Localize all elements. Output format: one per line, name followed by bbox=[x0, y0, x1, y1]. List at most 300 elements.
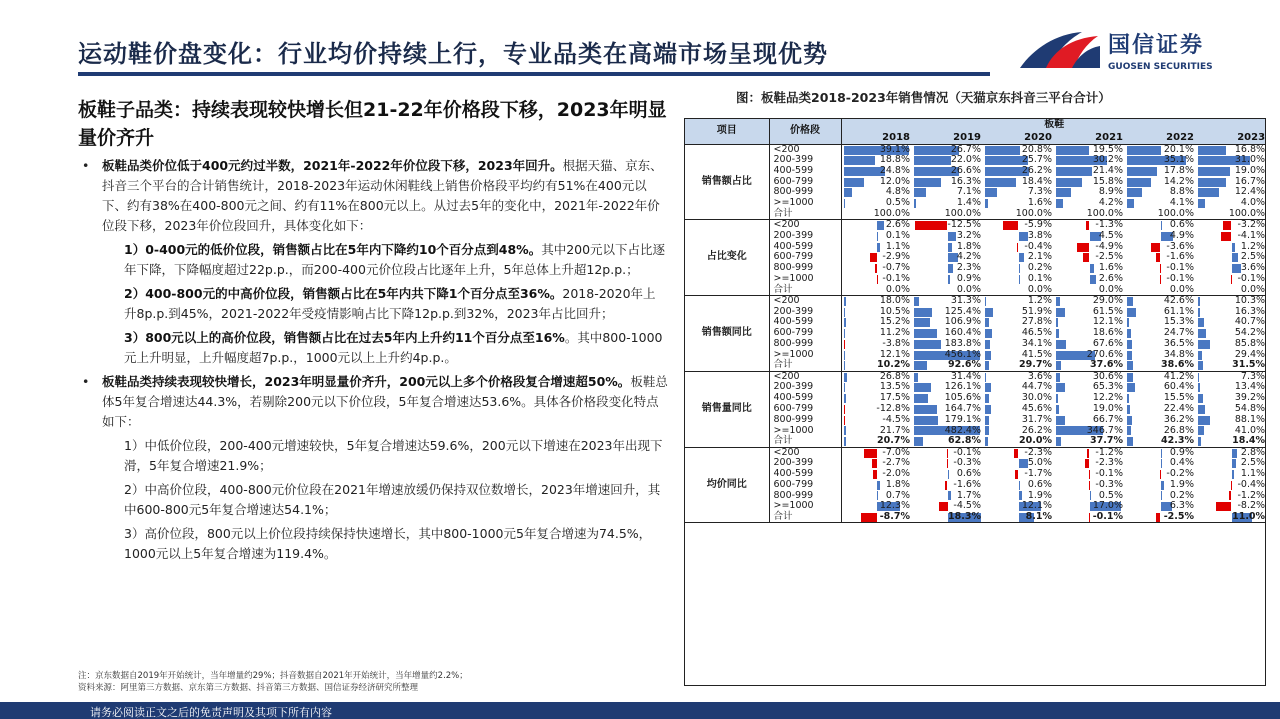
data-bar bbox=[1198, 437, 1201, 446]
cell-value: 21.7% bbox=[879, 424, 910, 436]
table-cell bbox=[983, 415, 1054, 426]
data-bar bbox=[1232, 459, 1237, 468]
cell-value: 4.9% bbox=[1169, 229, 1194, 241]
section-label: 销售额占比 bbox=[685, 144, 769, 220]
cell-value: -1.2% bbox=[1237, 489, 1266, 501]
data-bar bbox=[914, 394, 928, 403]
data-bar bbox=[1198, 146, 1226, 155]
data-bar bbox=[1198, 199, 1205, 208]
data-bar bbox=[985, 340, 990, 349]
header-year: 2019 bbox=[912, 132, 983, 144]
table-cell bbox=[983, 512, 1054, 523]
cell-value: 17.0% bbox=[1092, 500, 1123, 512]
cell-value: 482.4% bbox=[944, 424, 981, 436]
cell-value: -0.1% bbox=[953, 446, 981, 458]
table-cell bbox=[841, 415, 912, 426]
price-band-label: <200 bbox=[769, 371, 841, 382]
cell-value: 19.0% bbox=[1234, 164, 1266, 176]
data-bar bbox=[1056, 383, 1065, 392]
cell-value: 164.7% bbox=[944, 403, 981, 415]
cell-value: 19.0% bbox=[1092, 403, 1123, 415]
data-bar bbox=[1127, 394, 1129, 403]
data-bar bbox=[1232, 253, 1238, 262]
data-bar bbox=[1090, 275, 1097, 284]
cell-value: 0.5% bbox=[885, 197, 910, 209]
cell-value: -2.0% bbox=[882, 468, 910, 480]
data-bar bbox=[1160, 470, 1161, 479]
data-bar bbox=[1127, 373, 1133, 382]
price-band-label: 200-399 bbox=[769, 458, 841, 469]
price-band-label: 合计 bbox=[769, 209, 841, 220]
cell-value: 15.8% bbox=[1092, 175, 1123, 187]
price-band-label: 400-599 bbox=[769, 393, 841, 404]
cell-value: 0.6% bbox=[1027, 478, 1052, 490]
data-bar bbox=[914, 383, 931, 392]
cell-value: 2.6% bbox=[885, 219, 910, 231]
data-bar bbox=[985, 188, 997, 197]
table-cell bbox=[1196, 480, 1266, 491]
cell-value: 12.0% bbox=[879, 175, 910, 187]
table-cell bbox=[841, 231, 912, 242]
cell-value: 61.5% bbox=[1092, 305, 1123, 317]
data-bar bbox=[1056, 178, 1082, 187]
table-cell bbox=[841, 512, 912, 523]
price-band-label: 800-999 bbox=[769, 187, 841, 198]
cell-value: 11.0% bbox=[1232, 511, 1266, 523]
data-bar bbox=[1198, 297, 1200, 306]
data-bar bbox=[914, 156, 951, 165]
guosen-logo-mark-icon bbox=[1016, 28, 1100, 72]
cell-value: -1.7% bbox=[1024, 468, 1052, 480]
point-growth-high: 3）高价位段，800元以上价位段持续保持快速增长，其中800-1000元5年复合增速为74.5%，1000元以上5年复合增速为119.4%。 bbox=[124, 526, 652, 561]
footnote bbox=[78, 670, 468, 694]
table-cell bbox=[841, 436, 912, 447]
data-bar bbox=[1221, 232, 1232, 241]
cell-value: -0.1% bbox=[1166, 262, 1194, 274]
cell-value: -5.9% bbox=[1024, 219, 1052, 231]
cell-value: 62.8% bbox=[948, 435, 981, 447]
table-cell bbox=[1125, 231, 1196, 242]
cell-value: 35.1% bbox=[1163, 154, 1194, 166]
cell-value: -1.2% bbox=[1095, 446, 1123, 458]
cell-value: 179.1% bbox=[944, 413, 981, 425]
point-low-price bbox=[78, 240, 668, 280]
cell-value: 1.2% bbox=[1027, 295, 1052, 307]
data-bar bbox=[1086, 221, 1089, 230]
cell-value: -0.1% bbox=[1092, 511, 1123, 523]
cell-value: 20.1% bbox=[1163, 143, 1194, 155]
data-bar bbox=[1056, 394, 1058, 403]
cell-value: 0.9% bbox=[956, 273, 981, 285]
point-text: 2018-2020年上升8p.p.到45%，2021-2022年受疫情影响占比下降12p.p.到32%，2023年占比回升； bbox=[124, 286, 656, 321]
cell-value: 65.3% bbox=[1092, 381, 1123, 393]
cell-value: 26.8% bbox=[1163, 424, 1194, 436]
data-bar bbox=[1056, 199, 1063, 208]
bullet-text: 板鞋总体5年复合增速达44.3%，若剔除200元以下价位段，5年复合增速达53.6%。具体各价格段变化特点如下： bbox=[102, 374, 668, 429]
point-growth-low: 1）中低价位段，200-400元增速较快，5年复合增速达59.6%，200元以下增速在2023年出现下滑，5年复合增速21.9%； bbox=[124, 438, 663, 473]
data-bar bbox=[877, 243, 880, 252]
data-bar bbox=[1127, 199, 1134, 208]
cell-value: 22.4% bbox=[1163, 403, 1194, 415]
price-band-label: 600-799 bbox=[769, 177, 841, 188]
cell-value: 46.5% bbox=[1021, 327, 1052, 339]
data-bar bbox=[985, 318, 989, 327]
point-bold-text: 2）400-800元的中高价位段，销售额占比在5年内共下降1个百分点至36%。 bbox=[124, 286, 563, 301]
bullet-dot-icon: • bbox=[82, 158, 90, 173]
cell-value: 85.8% bbox=[1234, 338, 1266, 350]
data-bar bbox=[948, 275, 950, 284]
table-cell bbox=[912, 231, 983, 242]
table-cell bbox=[983, 436, 1054, 447]
data-bar bbox=[844, 351, 846, 360]
table-cell bbox=[841, 360, 912, 371]
cell-value: 34.1% bbox=[1021, 338, 1052, 350]
cell-value: 12.1% bbox=[1021, 500, 1052, 512]
data-bar bbox=[1014, 449, 1018, 458]
cell-value: 1.9% bbox=[1027, 489, 1052, 501]
data-bar bbox=[1216, 502, 1231, 511]
data-bar bbox=[1090, 264, 1094, 273]
data-bar bbox=[914, 199, 916, 208]
data-bar bbox=[1056, 405, 1059, 414]
cell-value: 18.8% bbox=[879, 154, 910, 166]
cell-value: 88.1% bbox=[1234, 413, 1266, 425]
header bbox=[0, 0, 1280, 80]
table-cell bbox=[841, 166, 912, 177]
data-bar bbox=[1089, 513, 1090, 522]
price-band-label: 200-399 bbox=[769, 307, 841, 318]
data-bar bbox=[1198, 167, 1230, 176]
point-high-price bbox=[78, 328, 668, 368]
header-year: 2020 bbox=[983, 132, 1054, 144]
cell-value: 15.2% bbox=[879, 316, 910, 328]
data-bar bbox=[1056, 416, 1065, 425]
data-bar bbox=[844, 416, 845, 425]
cell-value: 0.1% bbox=[1027, 273, 1052, 285]
price-band-label: 600-799 bbox=[769, 480, 841, 491]
data-bar bbox=[1127, 361, 1133, 370]
cell-value: 0.4% bbox=[1169, 457, 1194, 469]
data-bar bbox=[914, 297, 919, 306]
cell-value: 31.5% bbox=[1232, 359, 1266, 371]
cell-value: 36.2% bbox=[1163, 413, 1194, 425]
price-band-label: 200-399 bbox=[769, 155, 841, 166]
cell-value: 18.3% bbox=[948, 511, 981, 523]
data-bar bbox=[1161, 459, 1162, 468]
table-row bbox=[685, 285, 1266, 296]
section-label: 销售额同比 bbox=[685, 296, 769, 372]
section-subtitle: 板鞋子品类：持续表现较快增长但21-22年价格段下移，2023年明显量价齐升 bbox=[78, 99, 667, 149]
cell-value: 12.1% bbox=[1092, 316, 1123, 328]
cell-value: 42.6% bbox=[1163, 295, 1194, 307]
data-bar bbox=[1127, 329, 1131, 338]
data-bar bbox=[1198, 178, 1226, 187]
cell-value: 26.7% bbox=[950, 143, 981, 155]
bullet-bold-text: 板鞋品类价位低于400元约过半数，2021年-2022年价位段下移，2023年回升。 bbox=[102, 158, 563, 173]
price-band-label: 800-999 bbox=[769, 263, 841, 274]
cell-value: 51.9% bbox=[1021, 305, 1052, 317]
cell-value: -4.9% bbox=[1095, 240, 1123, 252]
data-bar bbox=[1127, 308, 1136, 317]
data-bar bbox=[1127, 178, 1151, 187]
cell-value: 125.4% bbox=[944, 305, 981, 317]
data-bar bbox=[1198, 383, 1200, 392]
data-bar bbox=[1127, 297, 1133, 306]
cell-value: 0.5% bbox=[1098, 489, 1123, 501]
data-bar bbox=[1198, 361, 1203, 370]
cell-value: -8.7% bbox=[879, 511, 910, 523]
disclaimer: 请务必阅读正文之后的免责声明及其项下所有内容 bbox=[90, 706, 332, 719]
data-bar bbox=[947, 449, 948, 458]
cell-value: 0.0% bbox=[885, 283, 910, 295]
cell-value: 37.6% bbox=[1090, 359, 1123, 371]
price-band-label: 600-799 bbox=[769, 252, 841, 263]
data-bar bbox=[985, 416, 989, 425]
cell-value: -1.3% bbox=[1095, 219, 1123, 231]
cell-value: -4.5% bbox=[953, 500, 981, 512]
data-bar bbox=[870, 253, 877, 262]
data-bar bbox=[1198, 351, 1202, 360]
table-cell bbox=[1196, 285, 1266, 296]
cell-value: 13.4% bbox=[1234, 381, 1266, 393]
cell-value: 21.4% bbox=[1092, 164, 1123, 176]
price-band-label: 400-599 bbox=[769, 317, 841, 328]
guosen-logo bbox=[1016, 24, 1256, 80]
cell-value: 20.8% bbox=[1021, 143, 1052, 155]
cell-value: 20.0% bbox=[1019, 435, 1052, 447]
cell-value: -0.4% bbox=[1024, 240, 1052, 252]
text-column bbox=[78, 96, 668, 564]
data-bar bbox=[1198, 329, 1206, 338]
data-bar bbox=[844, 340, 845, 349]
data-bar bbox=[1127, 340, 1132, 349]
data-bar bbox=[1223, 221, 1231, 230]
data-bar bbox=[985, 178, 1016, 187]
cell-value: 7.1% bbox=[956, 186, 981, 198]
price-band-label: 800-999 bbox=[769, 415, 841, 426]
data-bar bbox=[844, 405, 846, 414]
cell-value: 15.5% bbox=[1163, 392, 1194, 404]
point-bold-text: 3）800元以上的高价位段，销售额占比在过去5年内上升约11个百分点至16% bbox=[124, 330, 565, 345]
cell-value: 106.9% bbox=[944, 316, 981, 328]
cell-value: 0.1% bbox=[885, 229, 910, 241]
data-bar bbox=[1198, 340, 1210, 349]
cell-value: 0.0% bbox=[1027, 283, 1052, 295]
data-bar bbox=[1087, 449, 1089, 458]
bullet-text: 根据天猫、京东、抖音三个平台的合计销售统计，2018-2023年运动休闲鞋线上销售价格段平均约有51%在400元以下、约有38%在400-800元之间、约有11%在800元以上。从过去5年的变化中，2021年-2022年价位段下移，2023年价位段回升，具体变化如下： bbox=[102, 158, 663, 233]
price-band-label: >=1000 bbox=[769, 425, 841, 436]
data-bar bbox=[914, 437, 923, 446]
cell-value: 4.2% bbox=[1098, 197, 1123, 209]
sales-table bbox=[684, 118, 1266, 686]
cell-value: 5.0% bbox=[1027, 457, 1052, 469]
data-bar bbox=[1090, 491, 1091, 500]
cell-value: 17.5% bbox=[879, 392, 910, 404]
bullet-bold-text: 板鞋品类持续表现较快增长，2023年明显量价齐升，200元以上多个价格段复合增速超50%。 bbox=[102, 374, 631, 389]
cell-value: 61.1% bbox=[1163, 305, 1194, 317]
data-bar bbox=[914, 178, 941, 187]
point-growth-mid: 2）中高价位段，400-800元价位段在2021年增速放缓仍保持双位数增长，2023年增速回升，其中600-800元5年复合增速达54.1%； bbox=[124, 482, 661, 517]
cell-value: 12.2% bbox=[1092, 392, 1123, 404]
data-bar bbox=[1019, 232, 1029, 241]
data-bar bbox=[1232, 470, 1234, 479]
cell-value: 30.0% bbox=[1021, 392, 1052, 404]
data-bar bbox=[1056, 329, 1059, 338]
section-label: 占比变化 bbox=[685, 220, 769, 296]
data-bar bbox=[1056, 340, 1066, 349]
table-cell bbox=[841, 296, 912, 307]
cell-value: 11.2% bbox=[879, 327, 910, 339]
cell-value: 1.8% bbox=[956, 240, 981, 252]
header-year: 2021 bbox=[1054, 132, 1125, 144]
cell-value: 8.9% bbox=[1098, 186, 1123, 198]
cell-value: 41.5% bbox=[1021, 348, 1052, 360]
table-cell bbox=[983, 480, 1054, 491]
cell-value: -0.3% bbox=[953, 457, 981, 469]
table-cell bbox=[1125, 436, 1196, 447]
data-bar bbox=[1019, 264, 1020, 273]
data-bar bbox=[1198, 416, 1210, 425]
table-row bbox=[685, 166, 1266, 177]
data-bar bbox=[1160, 264, 1161, 273]
cell-value: 18.0% bbox=[879, 295, 910, 307]
section-label: 均价同比 bbox=[685, 447, 769, 523]
cell-value: 29.7% bbox=[1019, 359, 1052, 371]
data-bar bbox=[1056, 437, 1061, 446]
price-band-label: 600-799 bbox=[769, 328, 841, 339]
cell-value: 4.0% bbox=[1240, 197, 1266, 209]
table-cell bbox=[912, 436, 983, 447]
data-bar bbox=[861, 513, 877, 522]
point-mid-price bbox=[78, 284, 668, 324]
bullet-growth bbox=[78, 372, 668, 432]
cell-value: -12.5% bbox=[947, 219, 981, 231]
cell-value: 0.6% bbox=[956, 468, 981, 480]
data-bar bbox=[1127, 188, 1142, 197]
data-bar bbox=[948, 470, 949, 479]
table-cell bbox=[1196, 231, 1266, 242]
price-band-label: 400-599 bbox=[769, 469, 841, 480]
data-bar bbox=[1085, 459, 1089, 468]
data-bar bbox=[914, 308, 932, 317]
cell-value: 40.7% bbox=[1234, 316, 1266, 328]
cell-value: 270.6% bbox=[1086, 348, 1123, 360]
table-cell bbox=[912, 296, 983, 307]
cell-value: 7.3% bbox=[1240, 370, 1266, 382]
cell-value: 2.8% bbox=[1240, 446, 1266, 458]
cell-value: 30.2% bbox=[1092, 154, 1123, 166]
cell-value: 45.6% bbox=[1021, 403, 1052, 415]
data-bar bbox=[985, 329, 992, 338]
table-cell bbox=[1125, 285, 1196, 296]
cell-value: 41.2% bbox=[1163, 370, 1194, 382]
cell-value: 0.0% bbox=[956, 283, 981, 295]
cell-value: -1.6% bbox=[953, 478, 981, 490]
cell-value: 100.0% bbox=[873, 207, 910, 219]
data-bar bbox=[1231, 481, 1232, 490]
data-bar bbox=[844, 188, 852, 197]
cell-value: 4.1% bbox=[1169, 197, 1194, 209]
header-year: 2023 bbox=[1196, 132, 1266, 144]
price-band-label: 合计 bbox=[769, 360, 841, 371]
cell-value: 10.2% bbox=[877, 359, 910, 371]
cell-value: 1.8% bbox=[885, 478, 910, 490]
data-bar bbox=[985, 199, 988, 208]
cell-value: 8.1% bbox=[1025, 511, 1052, 523]
cell-value: 26.2% bbox=[1021, 424, 1052, 436]
cell-value: 60.4% bbox=[1163, 381, 1194, 393]
data-bar bbox=[985, 351, 991, 360]
cell-value: 160.4% bbox=[944, 327, 981, 339]
table-cell bbox=[1054, 415, 1125, 426]
table-cell bbox=[983, 285, 1054, 296]
data-bar bbox=[1019, 275, 1020, 284]
table-cell bbox=[912, 166, 983, 177]
cell-value: 22.0% bbox=[950, 154, 981, 166]
data-bar bbox=[985, 405, 991, 414]
price-band-label: <200 bbox=[769, 144, 841, 155]
cell-value: -4.5% bbox=[882, 413, 910, 425]
table-cell bbox=[912, 512, 983, 523]
price-band-label: >=1000 bbox=[769, 350, 841, 361]
cell-value: -0.4% bbox=[1237, 478, 1266, 490]
cell-value: 3.8% bbox=[1027, 229, 1052, 241]
header-item: 项目 bbox=[685, 119, 769, 144]
cell-value: -3.8% bbox=[882, 338, 910, 350]
data-bar bbox=[914, 329, 937, 338]
price-band-label: 400-599 bbox=[769, 166, 841, 177]
data-bar bbox=[1161, 449, 1163, 458]
data-bar bbox=[1231, 275, 1232, 284]
table-cell bbox=[1054, 480, 1125, 491]
cell-value: 29.0% bbox=[1092, 295, 1123, 307]
data-bar bbox=[914, 361, 927, 370]
data-bar bbox=[914, 340, 941, 349]
data-bar bbox=[948, 264, 954, 273]
cell-value: -2.9% bbox=[882, 251, 910, 263]
cell-value: 38.6% bbox=[1161, 359, 1194, 371]
data-bar bbox=[844, 426, 847, 435]
cell-value: 0.0% bbox=[1240, 283, 1266, 295]
table-cell bbox=[1196, 415, 1266, 426]
bullet-price-bands bbox=[78, 156, 668, 236]
table-cell bbox=[1196, 166, 1266, 177]
data-bar bbox=[1232, 264, 1241, 273]
cell-value: 66.7% bbox=[1092, 413, 1123, 425]
data-bar bbox=[844, 329, 846, 338]
cell-value: 20.7% bbox=[877, 435, 910, 447]
cell-value: 16.7% bbox=[1234, 175, 1266, 187]
cell-value: 0.9% bbox=[1169, 446, 1194, 458]
data-bar bbox=[844, 308, 846, 317]
data-bar bbox=[872, 459, 877, 468]
cell-value: 92.6% bbox=[948, 359, 981, 371]
table-row bbox=[685, 296, 1266, 307]
cell-value: 8.8% bbox=[1169, 186, 1194, 198]
data-bar bbox=[1127, 405, 1130, 414]
footnote-note: 注：京东数据自2019年开始统计，当年增量约29%；抖音数据自2021年开始统计，当年增量约2.2%； bbox=[78, 671, 468, 681]
data-bar bbox=[985, 437, 988, 446]
price-band-label: 800-999 bbox=[769, 490, 841, 501]
data-bar bbox=[1198, 426, 1204, 435]
data-bar bbox=[1019, 481, 1020, 490]
price-band-label: 合计 bbox=[769, 285, 841, 296]
cell-value: -0.1% bbox=[1095, 468, 1123, 480]
cell-value: 1.1% bbox=[1240, 468, 1266, 480]
data-bar bbox=[1127, 416, 1132, 425]
table-cell bbox=[1125, 512, 1196, 523]
data-bar bbox=[1089, 481, 1090, 490]
